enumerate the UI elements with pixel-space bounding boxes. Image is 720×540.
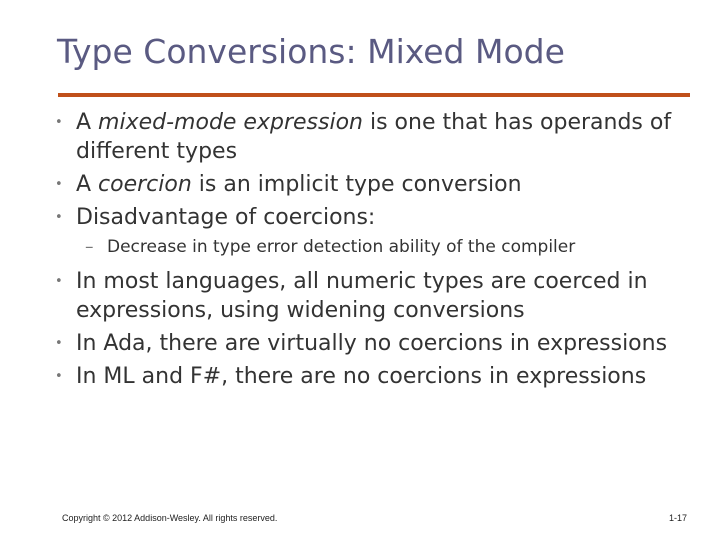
bullet-ada (55, 329, 705, 358)
bullet-text-suffix: is one that has operands of different types (76, 110, 672, 164)
bullet-text: In Ada, there are virtually no coercions in expressions (76, 331, 668, 356)
bullet-term: coercion (98, 172, 192, 197)
bullet-ml-fsharp (55, 362, 705, 391)
bullet-mixed-mode-expression (55, 108, 705, 166)
bullet-marker: • (55, 274, 63, 289)
bullet-text: In most languages, all numeric types are coerced in expressions, using widening conversions (76, 269, 648, 323)
slide-title: Type Conversions: Mixed Mode (57, 32, 565, 71)
footer-copyright: Copyright © 2012 Addison-Wesley. All rights reserved. (62, 513, 278, 523)
bullet-text: Disadvantage of coercions: (76, 205, 376, 230)
page-number: 1-17 (668, 513, 687, 523)
bullet-most-languages (55, 267, 705, 325)
bullet-marker: • (55, 369, 63, 384)
title-divider (58, 93, 690, 97)
bullet-coercion (55, 170, 705, 199)
bullet-text-suffix: is an implicit type conversion (191, 172, 522, 197)
bullet-term: mixed-mode expression (98, 110, 363, 135)
bullet-text-prefix: A (76, 110, 99, 135)
bullet-marker: • (55, 177, 63, 192)
sub-bullet-text: Decrease in type error detection ability of the compiler (107, 237, 576, 257)
bullet-text: In ML and F#, there are no coercions in expressions (76, 364, 647, 389)
bullet-marker: • (55, 336, 63, 351)
bullet-marker: • (55, 210, 63, 225)
bullet-text-prefix: A (76, 172, 99, 197)
bullet-disadvantage (55, 203, 705, 232)
slide-content (55, 108, 705, 395)
sub-bullet-marker: – (85, 237, 94, 257)
sub-bullet-error-detection (55, 236, 705, 258)
bullet-marker: • (55, 115, 63, 130)
